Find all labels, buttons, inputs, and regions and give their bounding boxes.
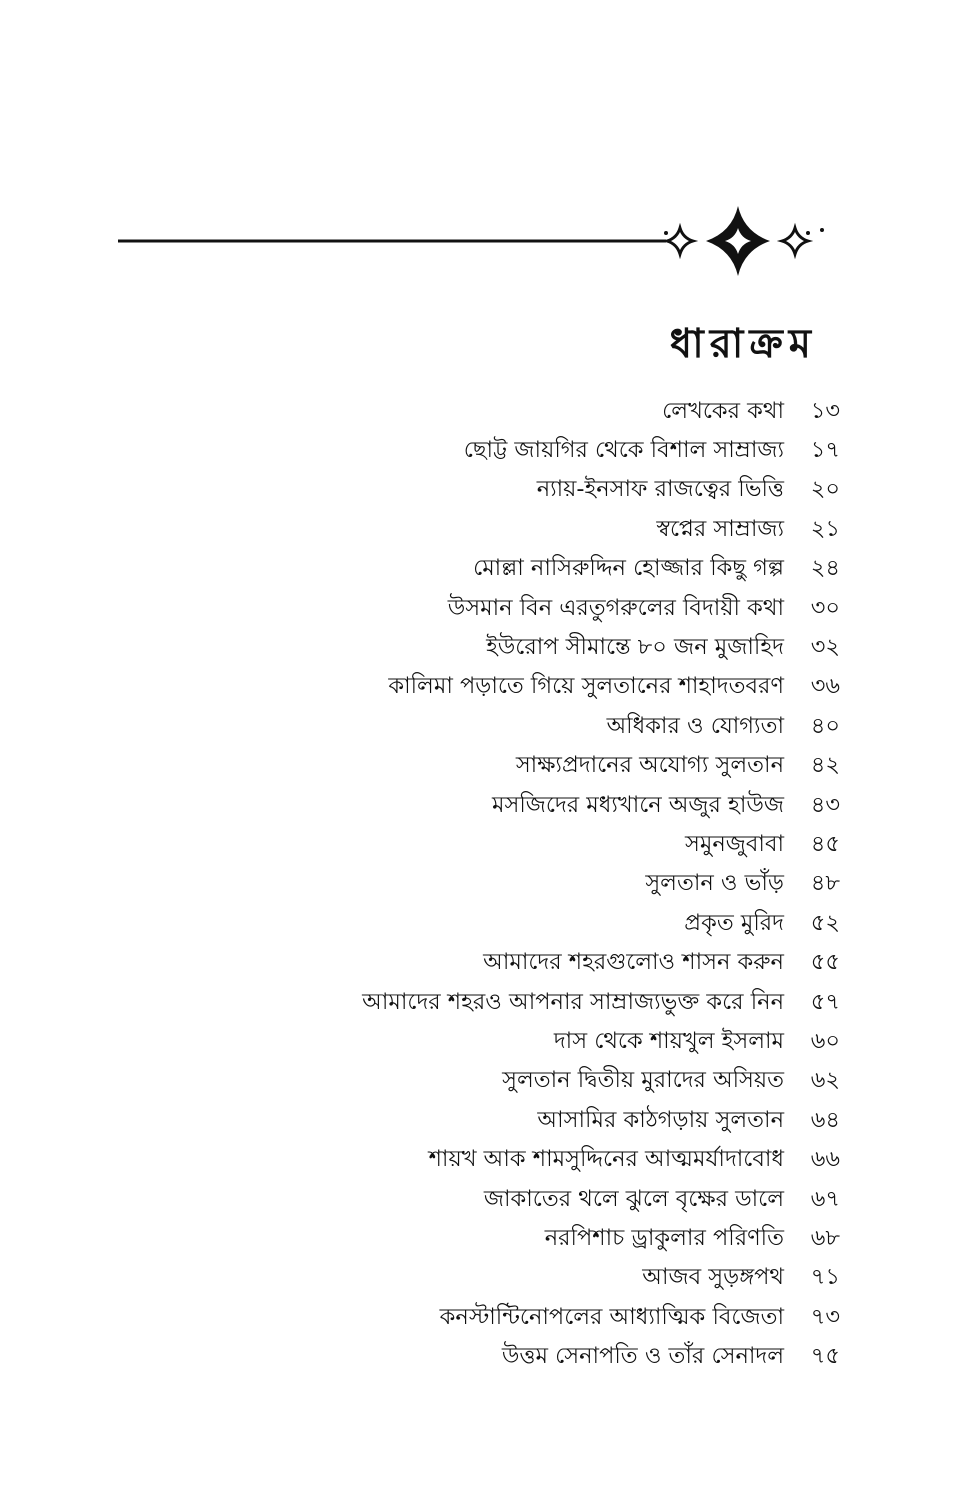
- toc-entry: [250, 431, 840, 470]
- toc-entry: [250, 550, 840, 589]
- toc-entry-title: উত্তম সেনাপতি ও তাঁর সেনাদল: [501, 1343, 784, 1370]
- toc-entry-page-number: ৬৬: [810, 1146, 840, 1173]
- toc-entry: [250, 786, 840, 825]
- toc-entry-page-number: ১৩: [810, 397, 840, 424]
- toc-entry: [250, 1180, 840, 1219]
- toc-entry-title: সাক্ষ্যপ্রদানের অযোগ্য সুলতান: [515, 752, 784, 779]
- toc-entry-page-number: ৪৩: [810, 791, 840, 818]
- toc-entry: [250, 825, 840, 864]
- toc-entry-page-number: ৪০: [810, 712, 840, 739]
- toc-entry-page-number: ৪৮: [810, 870, 840, 897]
- toc-entry-page-number: ৩৬: [810, 673, 840, 700]
- toc-entry: [250, 1337, 840, 1376]
- toc-entry-page-number: ২৪: [810, 555, 840, 582]
- ornament-dot-icon: [664, 231, 668, 235]
- toc-entry-title: দাস থেকে শায়খুল ইসলাম: [553, 1027, 784, 1054]
- toc-entry-title: আজব সুড়ঙ্গপথ: [642, 1264, 784, 1291]
- toc-entry-page-number: ৬২: [810, 1067, 840, 1094]
- toc-entry-page-number: ৭৩: [810, 1303, 840, 1330]
- toc-entry: [250, 1062, 840, 1101]
- toc-entry-title: সুলতান দ্বিতীয় মুরাদের অসিয়ত: [502, 1067, 784, 1094]
- toc-entry-title: আমাদের শহরও আপনার সাম্রাজ্যভুক্ত করে নিন: [362, 988, 784, 1015]
- ornament-diamond-small-left-icon: [667, 228, 693, 254]
- toc-entry: [250, 747, 840, 786]
- toc-entry: [250, 668, 840, 707]
- toc-entry-page-number: ১৭: [810, 437, 840, 464]
- toc-entry-title: সুলতান ও ভাঁড়: [645, 870, 784, 897]
- ornament-dot-icon: [806, 231, 810, 235]
- toc-entry-page-number: ৭৫: [810, 1343, 840, 1370]
- toc-entry: [250, 628, 840, 667]
- toc-entry: [250, 392, 840, 431]
- toc-entry-title: কালিমা পড়াতে গিয়ে সুলতানের শাহাদতবরণ: [388, 673, 784, 700]
- toc-entry-title: উসমান বিন এরতুগরুলের বিদায়ী কথা: [447, 594, 784, 621]
- toc-entry-page-number: ৬০: [810, 1027, 840, 1054]
- toc-entry: [250, 1219, 840, 1258]
- toc-entry-title: প্রকৃত মুরিদ: [684, 909, 784, 936]
- toc-entry: [250, 943, 840, 982]
- toc-entry-title: নরপিশাচ ড্রাকুলার পরিণতি: [544, 1224, 784, 1251]
- toc-entry-page-number: ৫৭: [810, 988, 840, 1015]
- toc-entry-page-number: ৬৮: [810, 1224, 840, 1251]
- toc-entry-title: মোল্লা নাসিরুদ্দিন হোজ্জার কিছু গল্প: [473, 555, 784, 582]
- toc-entry: [250, 1022, 840, 1061]
- toc-entry-page-number: ২০: [810, 476, 840, 503]
- toc-entry-title: ছোট্ট জায়গির থেকে বিশাল সাম্রাজ্য: [463, 437, 784, 464]
- toc-entry-page-number: ৪৫: [810, 830, 840, 857]
- toc-entry-title: আমাদের শহরগুলোও শাসন করুন: [483, 949, 784, 976]
- toc-entry-page-number: ৬৪: [810, 1106, 840, 1133]
- toc-entry-title: জাকাতের থলে ঝুলে বৃক্ষের ডালে: [483, 1185, 784, 1212]
- toc-entry-title: আসামির কাঠগড়ায় সুলতান: [537, 1106, 784, 1133]
- toc-entry: [250, 1140, 840, 1179]
- toc-entry-title: ন্যায়-ইনসাফ রাজত্বের ভিত্তি: [536, 476, 784, 503]
- page-title: ধারাক্রম: [669, 321, 817, 367]
- toc-entry-title: ইউরোপ সীমান্তে ৮০ জন মুজাহিদ: [486, 634, 784, 661]
- toc-entry: [250, 471, 840, 510]
- toc-entry-page-number: ২১: [810, 515, 840, 542]
- toc-entry-page-number: ৭১: [810, 1264, 840, 1291]
- toc-entry-page-number: ৩০: [810, 594, 840, 621]
- toc-entry-page-number: ৪২: [810, 752, 840, 779]
- toc-entry-title: স্বপ্নের সাম্রাজ্য: [656, 515, 784, 542]
- toc-entry-page-number: ৩২: [810, 634, 840, 661]
- toc-entry: [250, 983, 840, 1022]
- toc-entry: [250, 589, 840, 628]
- toc-entry: [250, 707, 840, 746]
- toc-entry-page-number: ৫২: [810, 909, 840, 936]
- table-of-contents: [250, 392, 840, 1377]
- ornament-diamond-small-right-icon: [782, 228, 808, 254]
- toc-entry-title: অধিকার ও যোগ্যতা: [606, 712, 784, 739]
- toc-entry-title: মসজিদের মধ্যখানে অজুর হাউজ: [491, 791, 784, 818]
- toc-entry: [250, 1298, 840, 1337]
- toc-entry: [250, 1259, 840, 1298]
- toc-entry: [250, 865, 840, 904]
- toc-entry-title: কনস্টান্টিনোপলের আধ্যাত্মিক বিজেতা: [439, 1303, 784, 1330]
- toc-entry: [250, 904, 840, 943]
- toc-entry-title: শায়খ আক শামসুদ্দিনের আত্মমর্যাদাবোধ: [428, 1146, 784, 1173]
- toc-entry-page-number: ৫৫: [810, 949, 840, 976]
- toc-entry: [250, 1101, 840, 1140]
- toc-entry-title: লেখকের কথা: [662, 397, 784, 424]
- toc-entry-page-number: ৬৭: [810, 1185, 840, 1212]
- toc-entry-title: সমুনজুবাবা: [684, 830, 784, 857]
- toc-entry: [250, 510, 840, 549]
- header-ornament: [118, 200, 838, 290]
- ornament-dot-icon: [820, 228, 824, 232]
